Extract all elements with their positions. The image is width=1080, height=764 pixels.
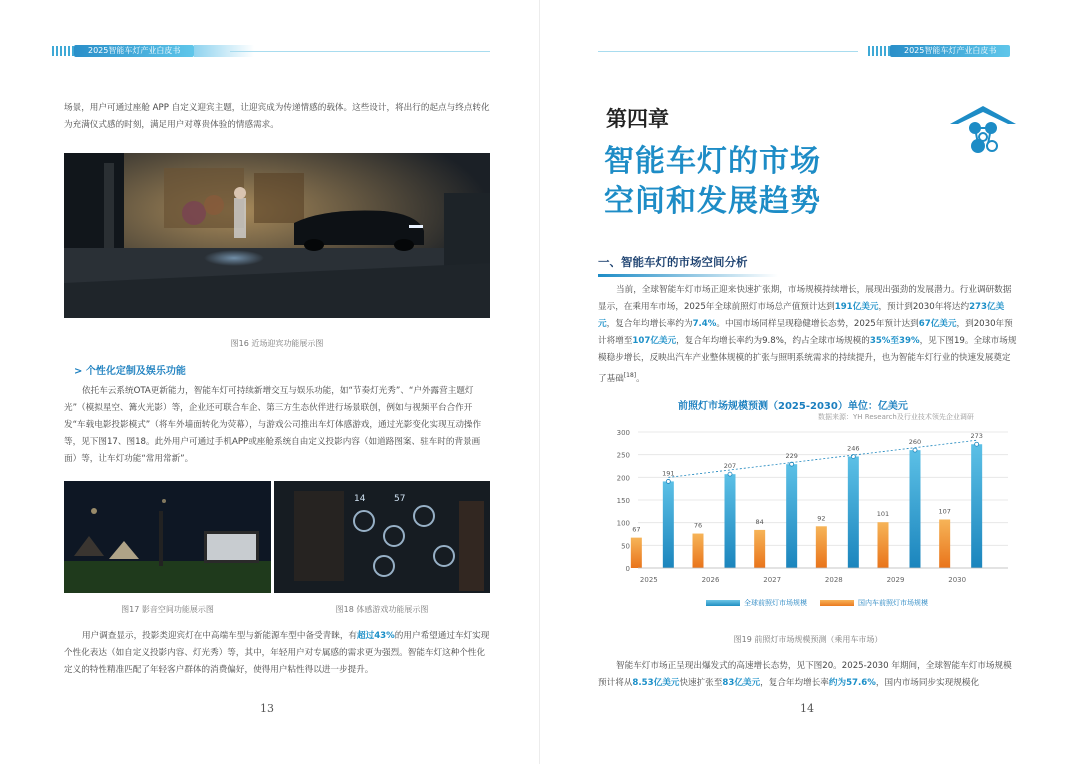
data-label: 191 <box>662 469 675 478</box>
data-label: 207 <box>723 462 737 471</box>
headlamp-market-chart <box>598 420 1018 592</box>
y-tick-label: 250 <box>616 451 630 460</box>
data-label: 260 <box>908 438 922 447</box>
chapter-label: 第四章 <box>606 107 669 131</box>
legend-domestic <box>820 598 928 608</box>
market-paragraph <box>598 282 1018 388</box>
legend-swatch-domestic <box>820 600 854 606</box>
market-text-c: ，复合年均增长率约为 <box>606 319 693 329</box>
smart-lamp-text <box>598 658 1018 692</box>
legend-global <box>706 598 807 608</box>
chapter-title-line1: 智能车灯的市场 <box>604 144 821 179</box>
section-title: 一、智能车灯的市场空间分析 <box>598 255 748 269</box>
data-label: 84 <box>755 517 764 526</box>
trend-point <box>913 448 917 452</box>
left-header-line <box>230 44 490 58</box>
survey-text-a: 用户调查显示，投影类迎宾灯在中高端车型与新能源车型中备受青睐，有 <box>82 631 358 641</box>
trendline <box>668 440 976 477</box>
x-tick-label: 2029 <box>886 576 905 584</box>
market-hl-67: 67亿美元 <box>918 319 957 329</box>
x-tick-label: 2028 <box>824 576 843 584</box>
header-title-right: 2025智能车灯产业白皮书 <box>890 45 1010 57</box>
trend-point <box>666 479 670 483</box>
market-hl-191: 191亿美元 <box>834 302 879 312</box>
svg-text:57: 57 <box>394 494 406 504</box>
market-text-d: 。中国市场同样呈现稳健增长态势，2025年预计达到 <box>716 319 919 329</box>
motion-game-scene-illustration <box>274 481 490 593</box>
market-hl-107: 107亿美元 <box>632 336 677 346</box>
fig18-caption: 图18 体感游戏功能展示图 <box>335 605 429 614</box>
header-title: 2025智能车灯产业白皮书 <box>74 45 194 57</box>
page-number-left: 13 <box>260 702 274 715</box>
survey-highlight: 超过43% <box>357 631 395 641</box>
market-hl-share: 35%至39% <box>869 336 920 346</box>
bar-domestic <box>754 530 765 568</box>
survey-text-b: 的用户希望通过车灯实现个性化表达（如自定义投影内容、灯光秀）等，其中，年轻用户对专属感的需求更为强烈。智能车灯这种个性化定义的特性精准匹配了年轻客户群体的消费偏好，使得用户粘性得以进一步提升。 <box>64 631 490 675</box>
cinema-scene-illustration <box>64 481 271 593</box>
chapter-logo-icon <box>948 104 1018 160</box>
intro-paragraph <box>64 100 490 134</box>
header-stripes-right <box>868 46 890 56</box>
data-label: 101 <box>876 510 890 519</box>
smart-text-b: 快速扩张至 <box>679 678 723 688</box>
smart-lamp-paragraph <box>598 658 1018 692</box>
survey-text <box>64 628 490 679</box>
citation-ref: [18] <box>623 372 637 379</box>
bar-global <box>848 456 859 568</box>
data-label: 246 <box>847 444 860 453</box>
bar-global <box>786 464 797 568</box>
fig17-caption: 图17 影音空间功能展示图 <box>121 605 214 614</box>
header-stripes <box>52 46 74 56</box>
data-label: 273 <box>970 432 983 441</box>
personalization-text: 依托车云系统OTA更新能力，智能车灯可持续新增交互与娱乐功能，如“节奏灯光秀”、“户外露营主题灯光”（模拟星空、篝火光影）等，企业还可联合车企、第三方生态伙伴进行场景联创，例如与视频平台合作开发“车载电影投影模式”（将车外墙面转化为荧幕），与游戏公司推出车灯体感游戏，通过光影变化实现互动操作等，见下图17、图18。此外用户可通过手机APP或座舱系统自由定义投影内容（如道路图案、驻车时的背景画面）等，让车灯功能“常用常新”。 <box>64 386 482 464</box>
y-tick-label: 50 <box>621 542 630 551</box>
subheading-personalization: > 个性化定制及娱乐功能 <box>74 366 186 377</box>
fig19-caption: 图19 前照灯市场规模预测（乘用车市场） <box>733 635 883 644</box>
right-header-line <box>598 44 858 58</box>
y-tick-label: 150 <box>616 497 630 505</box>
bar-global <box>663 481 674 568</box>
trend-point <box>728 472 732 476</box>
market-text-e: ，到2030年预计将增至 <box>598 319 1013 346</box>
smart-text-a: 智能车灯市场正呈现出爆发式的高速增长态势，见下图20。2025-2030 年期间，全球智能车灯市场规模预计将从 <box>598 661 1012 688</box>
market-text-b: ，预计到2030年将达约 <box>878 302 970 312</box>
y-tick-label: 0 <box>625 565 630 573</box>
fig17-photo <box>64 481 271 593</box>
x-tick-label: 2026 <box>701 576 720 584</box>
legend-label-global: 全球前照灯市场规模 <box>744 599 807 607</box>
personalization-paragraph <box>64 383 490 468</box>
smart-hl-83: 83亿美元 <box>722 678 761 688</box>
smart-text-c: ，复合年均增长率 <box>760 678 829 688</box>
section-underline <box>598 274 778 277</box>
market-text-end: 。 <box>636 373 645 384</box>
bar-domestic <box>631 538 642 568</box>
data-label: 92 <box>817 514 826 523</box>
left-header-banner <box>52 44 254 58</box>
header-rule-right <box>598 51 858 52</box>
market-text-f: ，复合年均增长率约为9.8%，约占全球市场规模的 <box>676 336 870 346</box>
legend-label-domestic: 国内车前照灯市场规模 <box>858 599 928 607</box>
bar-domestic <box>939 519 950 568</box>
intro-text: 场景，用户可通过座舱 APP 自定义迎宾主题，让迎宾成为传递情感的载体。这些设计，将出行的起点与终点转化为充满仪式感的时刻，满足用户对尊贵体验的情感需求。 <box>64 103 490 130</box>
x-tick-label: 2027 <box>763 576 782 584</box>
right-header-banner <box>868 44 1010 58</box>
smart-hl-853: 8.53亿美元 <box>632 678 680 688</box>
chapter-title <box>604 142 821 222</box>
smart-text-d: ，国内市场同步实现规模化 <box>875 678 980 688</box>
market-text <box>598 282 1018 388</box>
chart-source: 数据来源：YH Research及行业技术领先企业调研 <box>818 413 974 421</box>
data-label: 76 <box>693 521 703 530</box>
header-rule <box>230 51 490 52</box>
market-text-a: 当前，全球智能车灯市场正迎来快速扩张期，市场规模持续增长，展现出强劲的发展潜力。行业调研数据显示，在乘用车市场，2025年全球前照灯市场总产值预计达到 <box>598 285 1012 312</box>
market-hl-273: 273亿美元 <box>598 302 1005 329</box>
legend-swatch-global <box>706 600 740 606</box>
survey-paragraph <box>64 628 490 679</box>
bar-global <box>910 450 921 568</box>
y-tick-label: 100 <box>616 519 630 528</box>
market-text-g: ，见下图19。全球市场规模稳步增长，反映出汽车产业整体规模的扩张与照明系统需求的持续提升，也为智能车灯行业的快速发展奠定了基础 <box>598 336 1017 384</box>
data-label: 229 <box>785 452 798 461</box>
chapter-title-line2: 空间和发展趋势 <box>604 184 821 219</box>
trend-point <box>975 442 979 446</box>
chart-title: 前照灯市场规模预测（2025-2030）单位：亿美元 <box>678 401 908 412</box>
y-tick-label: 300 <box>616 429 630 437</box>
data-label: 107 <box>938 507 951 516</box>
data-label: 67 <box>632 525 641 534</box>
svg-text:14: 14 <box>354 494 366 504</box>
bar-domestic <box>693 534 704 568</box>
y-tick-label: 200 <box>616 474 630 483</box>
welcome-scene-illustration <box>64 153 490 318</box>
x-tick-label: 2025 <box>639 576 658 584</box>
fig16-caption: 图16 近场迎宾功能展示图 <box>230 339 324 348</box>
bar-global <box>725 474 736 568</box>
bar-global <box>971 444 982 568</box>
smart-hl-cagr: 约为57.6% <box>828 678 876 688</box>
market-hl-cagr: 7.4% <box>692 319 717 329</box>
page-number-right: 14 <box>800 702 814 715</box>
bar-domestic <box>878 522 889 568</box>
x-tick-label: 2030 <box>948 576 967 584</box>
fig18-photo <box>274 481 490 593</box>
bar-domestic <box>816 526 827 568</box>
fig16-photo <box>64 153 490 318</box>
